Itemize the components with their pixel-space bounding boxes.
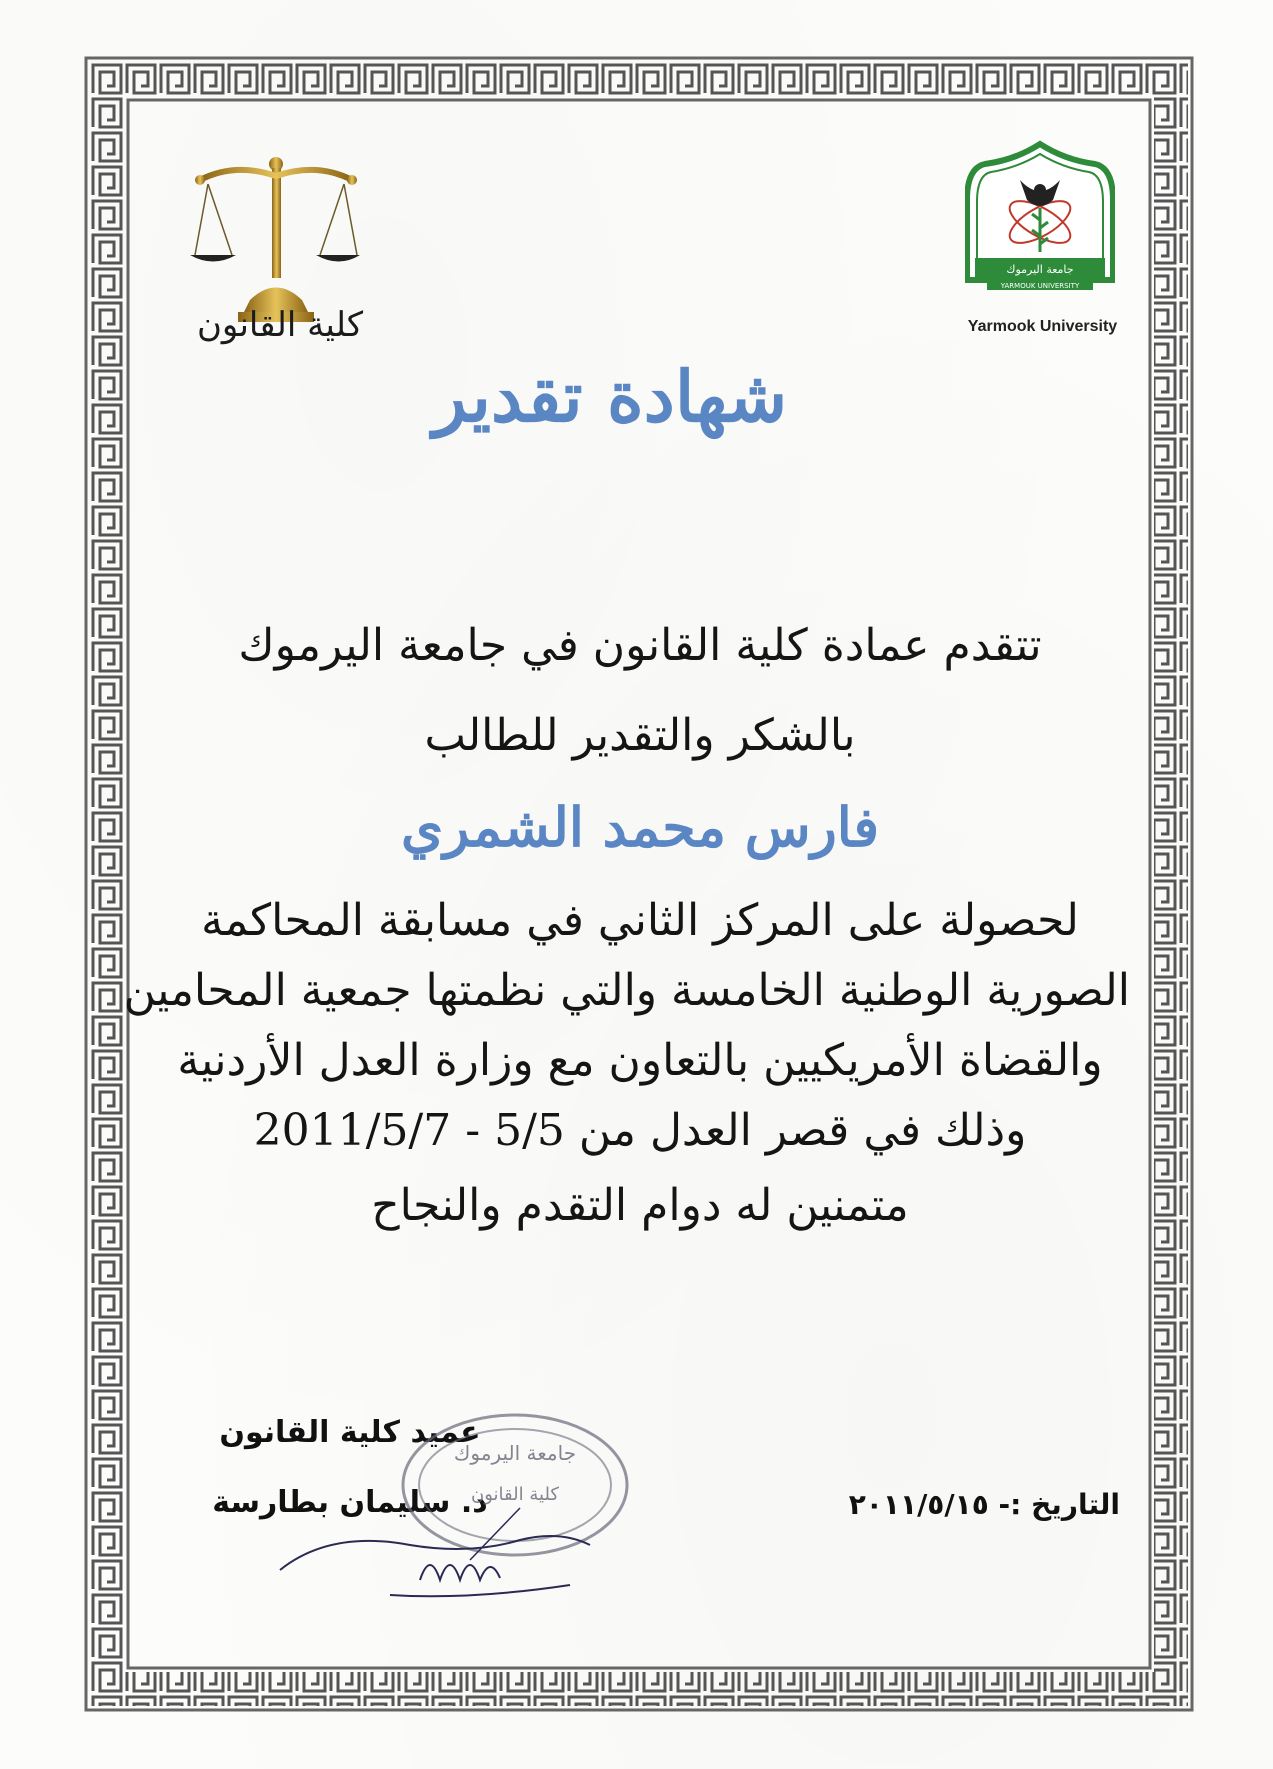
dean-signature: [270, 1500, 600, 1610]
reason-line-3: والقضاة الأمريكيين بالتعاون مع وزارة العدل الأردنية: [177, 1035, 1103, 1086]
dean-title: عميد كلية القانون: [219, 1415, 481, 1450]
certificate-date: التاريخ :- ٢٠١١/٥/١٥: [848, 1488, 1120, 1521]
reason-line-2: الصورية الوطنية الخامسة والتي نظمتها جمعية المحامين: [123, 965, 1130, 1016]
dean-name: د. سليمان بطارسة: [212, 1485, 488, 1520]
reason-line-1: لحصولة على المركز الثاني في مسابقة المحاكمة: [201, 895, 1079, 946]
intro-line-1: تتقدم عمادة كلية القانون في جامعة اليرموك: [238, 620, 1042, 671]
logo-english-text: YARMOUK UNIVERSITY: [1000, 282, 1080, 290]
faculty-label: كلية القانون: [196, 305, 364, 345]
intro-line-2: بالشكر والتقدير للطالب: [424, 710, 856, 761]
certificate-title: شهادة تقدير: [432, 355, 788, 438]
yarmouk-university-logo-icon: [965, 140, 1115, 315]
stamp-top-text: جامعة اليرموك: [453, 1441, 577, 1465]
university-label: Yarmook University: [967, 318, 1118, 335]
reason-line-4: وذلك في قصر العدل من 5/5 - 2011/5/7: [253, 1105, 1027, 1156]
stamp-bottom-text: كلية القانون: [471, 1484, 559, 1505]
reason-line-5: متمنين له دوام التقدم والنجاح: [371, 1180, 909, 1231]
logo-arabic-text: جامعة اليرموك: [1006, 263, 1074, 276]
student-name: فارس محمد الشمري: [400, 795, 880, 859]
